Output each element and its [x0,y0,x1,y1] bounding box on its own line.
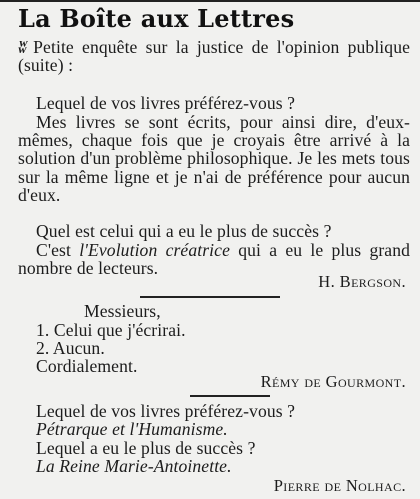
bergson-answer-2-post: qui a eu le plus grand nombre de lecteurs. [18,240,411,279]
separator-1 [140,296,280,298]
gourmont-salutation: Messieurs, [84,301,161,321]
bergson-question-1: Lequel de vos livres préférez-vous ? [36,93,296,113]
intro-text: Petite enquête sur la justice de l'opinion publique (suite) : [18,37,410,76]
nolhac-question-2: Lequel a eu le plus de succès ? [36,438,256,458]
column-title: La Boîte aux Lettres [18,4,295,33]
bergson-answer-2-pre: C'est [36,240,80,260]
intro-paragraph [18,38,410,74]
gourmont-item-1: 1. Celui que j'écrirai. [36,320,186,340]
gourmont-closing: Cordialement. [36,356,138,376]
nolhac-answer-2: La Reine Marie-Antoinette. [36,456,232,476]
separator-2 [190,395,270,397]
nolhac-signature: Pierre de Nolhac. [273,476,406,495]
bergson-signature: H. Bergson. [318,272,406,291]
top-rule [0,0,420,2]
nolhac-answer-1: Pétrarque et l'Humanisme. [36,419,228,439]
fleuron-icon: ʬ [18,37,28,57]
bergson-answer-1: Mes livres se sont écrits, pour ainsi dire, d'eux-mêmes, chaque fois que je croyais être arrivé à la solution d'un problème philosophique. Je les mets tous sur la même ligne et je n'ai de préférence pour aucun d'eux. [18,112,410,205]
bergson-book-title: l'Evolution créatrice [79,240,230,260]
gourmont-item-2: 2. Aucun. [36,338,105,358]
bergson-question-2: Quel est celui qui a eu le plus de succès ? [36,221,332,241]
nolhac-question-1: Lequel de vos livres préférez-vous ? [36,401,296,421]
gourmont-signature: Rémy de Gourmont. [260,372,406,391]
